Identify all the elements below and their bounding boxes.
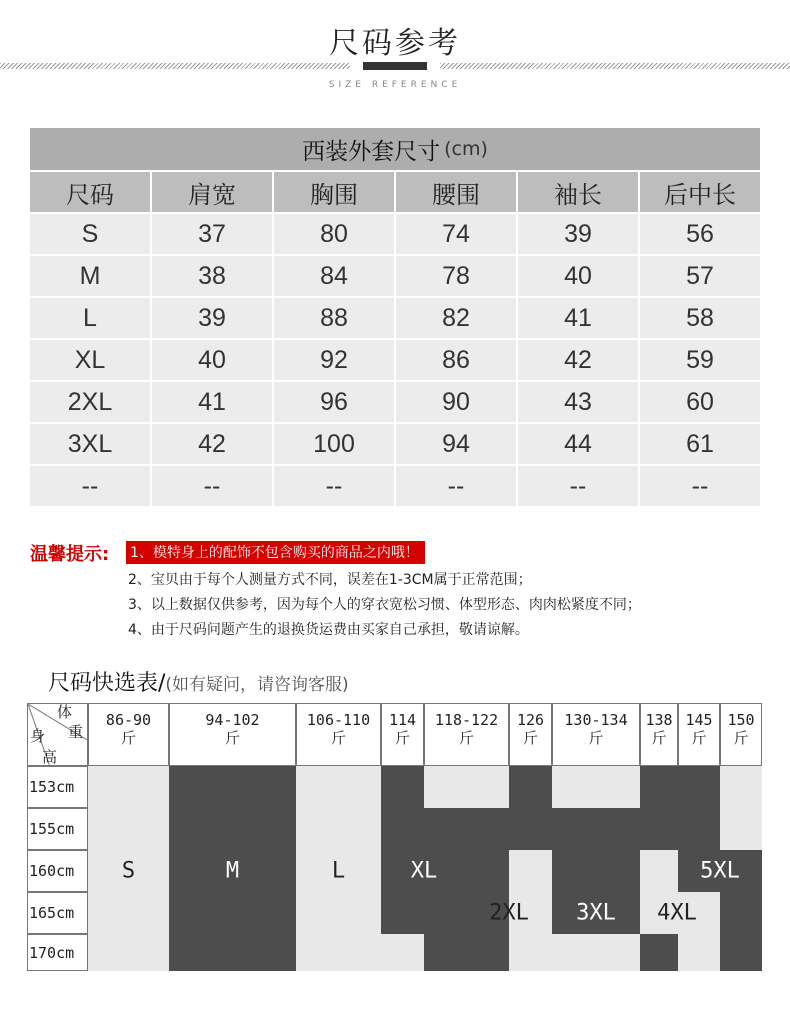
- table-cell: 88: [274, 298, 396, 338]
- size-zone-block: [169, 808, 296, 850]
- table-cell: 42: [152, 424, 274, 464]
- table-cell: L: [30, 298, 152, 338]
- table-cell: 84: [274, 256, 396, 296]
- table-cell: 40: [152, 340, 274, 380]
- size-zone-block: [509, 766, 552, 808]
- table-cell: 59: [686, 345, 714, 374]
- table-row: [30, 214, 760, 256]
- size-zone-block: [381, 808, 424, 850]
- size-zone-label: S: [121, 858, 136, 884]
- size-zone-block: [296, 808, 381, 850]
- weight-header-cell: [678, 703, 720, 766]
- weight-range: 94-102: [205, 711, 260, 729]
- weight-unit: 斤: [458, 729, 474, 747]
- table-row: [30, 298, 760, 340]
- size-zone-block: [88, 808, 169, 850]
- page-title: 尺码参考: [329, 26, 461, 61]
- table-cell: 43: [518, 382, 640, 422]
- size-zone-block: [424, 934, 509, 971]
- table-cell: S: [30, 214, 152, 254]
- table-row: [30, 424, 760, 466]
- column-header-waist: 腰围: [396, 172, 518, 212]
- size-zone-block: [720, 892, 762, 934]
- table-cell: 41: [152, 382, 274, 422]
- weight-header-cell: [640, 703, 678, 766]
- corner-weight-char: 重: [68, 723, 84, 741]
- weight-unit: 斤: [691, 729, 707, 747]
- size-zone-block: [296, 766, 381, 808]
- table-row: [30, 382, 760, 424]
- size-zone-block: [678, 808, 720, 850]
- size-zone-block: [296, 892, 381, 934]
- table-cell: 38: [152, 256, 274, 296]
- size-table-unit: (cm): [444, 138, 488, 160]
- table-cell: 92: [274, 340, 396, 380]
- column-header-shoulder: 肩宽: [152, 172, 274, 212]
- table-cell: --: [274, 466, 396, 506]
- height-row-label: 155cm: [27, 808, 88, 850]
- size-zone-block: [381, 934, 424, 971]
- size-zone-label: XL: [410, 858, 438, 884]
- table-row: [30, 256, 760, 298]
- table-cell: M: [30, 256, 152, 296]
- tip-item: 4、由于尺码问题产生的退换货运费由买家自己承担，敬请谅解。: [128, 622, 529, 638]
- weight-header-cell: [296, 703, 381, 766]
- table-cell: 41: [518, 298, 640, 338]
- quick-chart-title-text: 尺码快选表/: [48, 671, 166, 696]
- size-zone-block: [509, 850, 552, 892]
- size-zone-label: 2XL: [489, 900, 529, 926]
- size-zone-block: [296, 934, 381, 971]
- weight-header-cell: [552, 703, 640, 766]
- size-table-header-row: [30, 172, 760, 214]
- weight-unit: 斤: [651, 729, 667, 747]
- quick-chart-note: (如有疑问，请咨询客服): [165, 675, 349, 695]
- weight-unit: 斤: [588, 729, 604, 747]
- size-zone-block: [640, 766, 678, 808]
- weight-unit: 斤: [733, 729, 749, 747]
- weight-range: 138: [645, 711, 673, 729]
- table-row: [30, 466, 760, 508]
- weight-unit: 斤: [522, 729, 538, 747]
- column-header-sleeve: 袖长: [518, 172, 640, 212]
- table-cell: --: [396, 466, 518, 506]
- size-zone-block: [552, 808, 640, 850]
- table-cell: 44: [518, 424, 640, 464]
- table-cell: 40: [518, 256, 640, 296]
- size-table-title: [30, 128, 760, 172]
- weight-unit: 斤: [224, 729, 240, 747]
- weight-unit: 斤: [394, 729, 410, 747]
- table-cell: 100: [274, 424, 396, 464]
- height-row-label: 153cm: [27, 766, 88, 808]
- size-zone-block: [88, 934, 169, 971]
- weight-header-cell: [169, 703, 296, 766]
- tips-label: 温馨提示:: [30, 544, 110, 565]
- quick-chart-title: [48, 666, 349, 697]
- table-cell: --: [518, 466, 640, 506]
- table-cell: 61: [686, 429, 714, 458]
- table-cell: 80: [274, 214, 396, 254]
- table-row: [30, 340, 760, 382]
- table-cell: 42: [518, 340, 640, 380]
- title-underline-bar: [363, 62, 427, 70]
- table-cell: --: [691, 471, 709, 500]
- size-table: [30, 128, 760, 508]
- height-row-label: 170cm: [27, 934, 88, 971]
- table-cell: 2XL: [30, 382, 152, 422]
- table-cell: XL: [30, 340, 152, 380]
- size-zone-block: [509, 808, 552, 850]
- weight-range: 130-134: [564, 711, 628, 729]
- tip-item: 3、以上数据仅供参考，因为每个人的穿衣宽松习惯、体型形态、肉肉松紧度不同；: [128, 597, 641, 613]
- size-zone-block: [552, 766, 640, 808]
- size-zone-block: [169, 892, 296, 934]
- table-cell: --: [30, 466, 152, 506]
- weight-unit: 斤: [120, 729, 136, 747]
- chart-corner-cell: [27, 703, 88, 766]
- size-zone-block: [720, 808, 762, 850]
- size-zone-block: [640, 850, 678, 892]
- size-zone-label: 4XL: [657, 900, 697, 926]
- size-zone-block: [169, 766, 296, 808]
- height-row-label: 165cm: [27, 892, 88, 934]
- weight-range: 118-122: [434, 711, 499, 729]
- weight-range: 145: [685, 711, 713, 729]
- size-zone-block: [88, 892, 169, 934]
- weight-header-cell: [720, 703, 762, 766]
- table-cell: --: [152, 466, 274, 506]
- weight-range: 86-90: [105, 711, 152, 729]
- size-zone-block: [640, 934, 678, 971]
- corner-height-char: 高: [42, 748, 58, 766]
- table-cell: 86: [396, 340, 518, 380]
- weight-range: 150: [727, 711, 755, 729]
- size-zone-label: 5XL: [700, 858, 740, 884]
- size-zone-block: [509, 934, 552, 971]
- table-cell: 74: [396, 214, 518, 254]
- corner-height-char: 身: [30, 727, 46, 745]
- table-cell: 58: [686, 303, 714, 332]
- weight-unit: 斤: [330, 729, 346, 747]
- table-cell: 3XL: [30, 424, 152, 464]
- table-cell: 78: [396, 256, 518, 296]
- tip-item-highlighted: 1、模特身上的配饰不包含购买的商品之内哦！: [126, 541, 425, 564]
- page-subtitle: SIZE REFERENCE: [328, 80, 462, 90]
- table-cell: 37: [152, 214, 274, 254]
- size-zone-block: [640, 808, 678, 850]
- tip-item: 2、宝贝由于每个人测量方式不同，误差在1-3CM属于正常范围；: [128, 572, 532, 588]
- size-zone-label: M: [225, 858, 240, 884]
- size-zone-block: [424, 766, 509, 808]
- size-zone-block: [678, 766, 720, 808]
- size-zone-block: [169, 934, 296, 971]
- table-cell: 57: [686, 261, 714, 290]
- size-zone-block: [552, 934, 640, 971]
- weight-header-cell: [88, 703, 169, 766]
- decorative-stripe-left: [0, 63, 350, 69]
- table-cell: 96: [274, 382, 396, 422]
- weight-header-cell: [424, 703, 509, 766]
- column-header-back-length: 后中长: [664, 180, 736, 209]
- decorative-stripe-right: [440, 63, 790, 69]
- size-zone-block: [552, 850, 640, 892]
- table-cell: 82: [396, 298, 518, 338]
- weight-header-cell: [509, 703, 552, 766]
- size-zone-block: [678, 934, 720, 971]
- corner-weight-char: 体: [57, 703, 73, 721]
- table-cell: 94: [396, 424, 518, 464]
- weight-range: 126: [516, 711, 545, 729]
- column-header-size: 尺码: [30, 172, 152, 212]
- size-zone-block: [381, 766, 424, 808]
- weight-range: 106-110: [306, 711, 371, 729]
- height-row-label: 160cm: [27, 850, 88, 892]
- table-cell: 39: [518, 214, 640, 254]
- size-zone-block: [381, 892, 424, 934]
- column-header-chest: 胸围: [274, 172, 396, 212]
- size-zone-label: 3XL: [576, 900, 616, 926]
- table-cell: 90: [396, 382, 518, 422]
- size-zone-block: [424, 808, 509, 850]
- size-zone-label: L: [331, 858, 346, 884]
- weight-header-cell: [381, 703, 424, 766]
- table-cell: 60: [686, 387, 714, 416]
- size-table-title-text: 西装外套尺寸: [302, 138, 441, 165]
- size-zone-block: [88, 766, 169, 808]
- weight-range: 114: [388, 711, 417, 729]
- size-zone-block: [720, 934, 762, 971]
- size-zone-block: [720, 766, 762, 808]
- table-cell: 56: [686, 219, 714, 248]
- table-cell: 39: [152, 298, 274, 338]
